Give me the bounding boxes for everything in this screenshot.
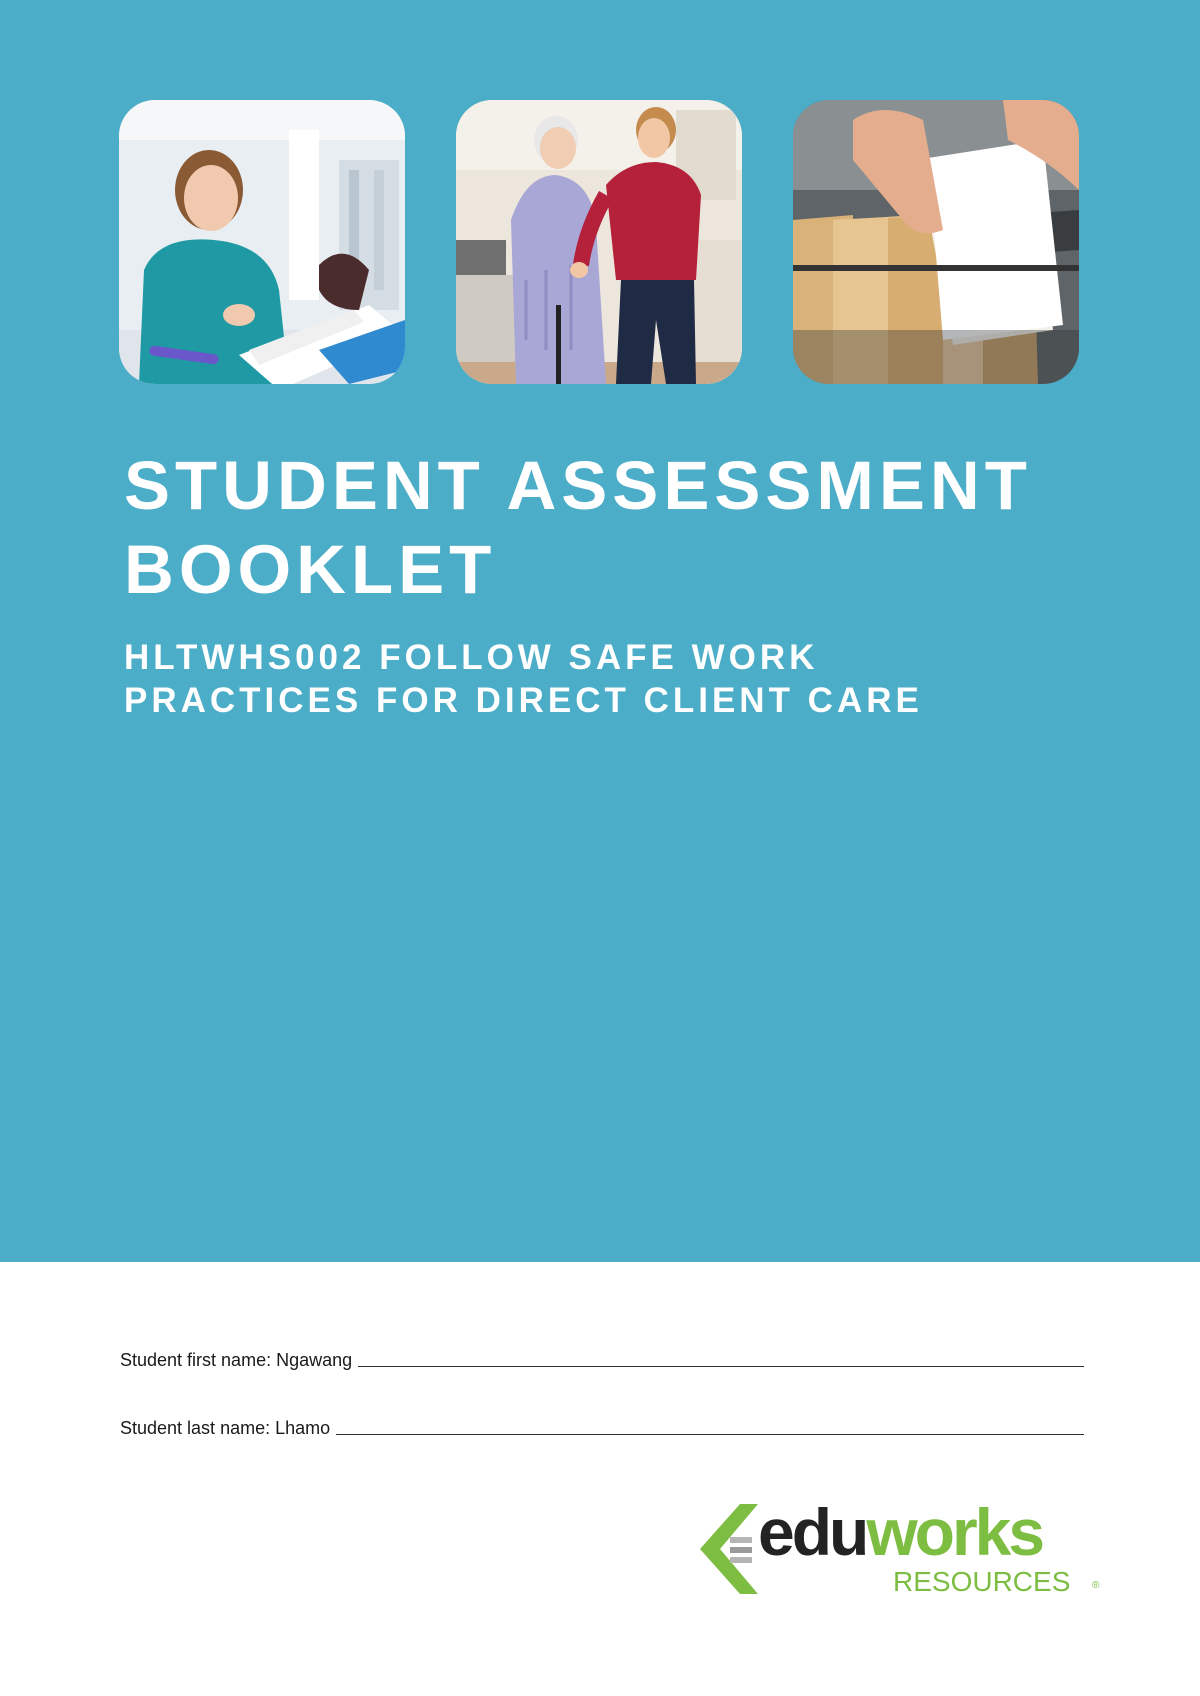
first-name-label: Student first name: [120, 1350, 272, 1370]
logo-mark-icon [700, 1504, 760, 1594]
eduworks-logo [700, 1495, 1110, 1600]
logo-tagline: RESOURCES [893, 1566, 1071, 1597]
title-line-1: STUDENT ASSESSMENT [124, 447, 1032, 524]
registered-mark: ® [1092, 1580, 1100, 1591]
filing-cabinet-photo [793, 100, 1079, 384]
subtitle-line-1: HLTWHS002 FOLLOW SAFE WORK [124, 638, 819, 677]
first-name-value[interactable]: Ngawang [276, 1350, 353, 1370]
logo-wordmark [758, 1492, 1042, 1572]
last-name-value[interactable]: Lhamo [275, 1418, 331, 1438]
subtitle-line-2: PRACTICES FOR DIRECT CLIENT CARE [124, 681, 923, 720]
carer-with-elderly-woman-photo [456, 100, 742, 384]
first-name-field[interactable] [120, 1337, 1084, 1371]
last-name-label: Student last name: [120, 1418, 271, 1438]
student-studying-photo [119, 100, 405, 384]
title-line-2: BOOKLET [124, 531, 497, 608]
logo-word-edu: edu [758, 1495, 867, 1569]
first-name-underline [358, 1366, 1084, 1367]
logo-word-works: works [866, 1495, 1043, 1569]
last-name-underline [336, 1434, 1084, 1435]
document-title [124, 444, 1032, 612]
last-name-field[interactable] [120, 1405, 1084, 1439]
unit-subtitle [124, 636, 923, 722]
